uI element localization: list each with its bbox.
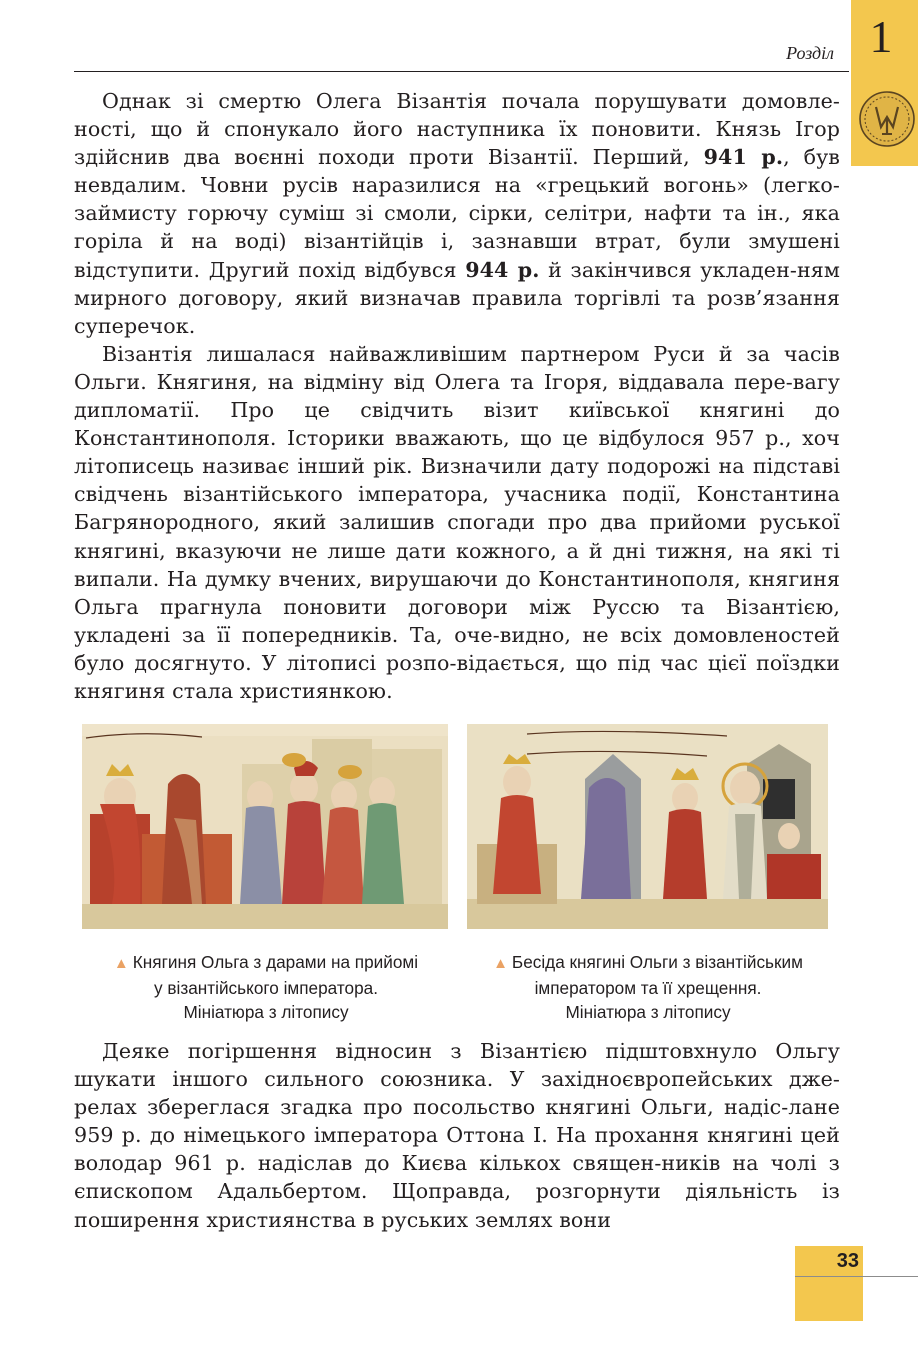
miniature-reception-image [82,724,448,929]
footer-rule [795,1276,918,1277]
header-rule [74,71,849,72]
caption-line: Мініатюра з літопису [565,1002,731,1022]
bold-date: 944 р. [465,257,540,282]
main-text-top [74,87,840,705]
triangle-marker-icon: ▲ [493,955,508,972]
text-run: й закінчився укладен-ням мирного договору, який визначав правила торгівлі та розв’язання суперечок. [74,257,840,338]
text-run: Деяке погіршення відносин з Візантією підштовхнуло Ольгу шукати іншого сильного союзника. У західноєвропейських дже-релах збереглася згадка про посольство княгині Ольги, надіс-лане 959 р. до німецького імператора Оттона І. На прохання княгині цей володар 961 р. надіслав до Києва кількох священ-ників на чолі з єпископом Адальбертом. Щоправда, розгорнути діяльність із поширення християнства в руських землях вони [74,1039,840,1232]
section-label: Розділ [786,43,834,63]
paragraph [74,1037,840,1234]
caption-line: у візантійського імператора. [154,978,378,998]
caption-line: Мініатюра з літопису [183,1002,349,1022]
chapter-number: 1 [869,11,893,62]
triangle-marker-icon: ▲ [113,955,129,972]
figure-caption-1 [80,950,452,1024]
miniature-baptism-image [467,724,828,929]
paragraph [74,340,840,705]
main-text-bottom [74,1037,840,1234]
bold-date: 941 р. [703,145,784,170]
paragraph [74,87,840,340]
caption-line: імператором та її хрещення. [534,978,762,998]
caption-line: Княгиня Ольга з дарами на прийомі [132,952,419,972]
text-run: Однак зі смертю Олега Візантія почала порушувати домовле-ності, що й спонукало його наступника їх поновити. Князь Ігор здійснив два воєнні походи проти Візантії. Перший, [74,89,840,170]
coin-emblem-icon [858,90,916,148]
caption-line: Бесіда княгині Ольги з візантійським [511,952,803,972]
page-number: 33 [836,1250,859,1272]
figure-caption-2 [462,950,834,1024]
text-run: Візантія лишалася найважливішим партнером Руси й за часів Ольги. Княгиня, на відміну від Олега та Ігоря, віддавала пере-вагу дипломатії. Про це свідчить візит київської княгині до Константинополя. Історики вважають, що це відбулося 957 р., хоч літописець називає інший рік. Визначили дату подорожі на підставі свідчень візантійського імператора, учасника події, Константина Багрянородного, який залишив спогади про два прийоми руської княгині, вказуючи не лише дати кожного, а й дні тижня, на які ті випали. На думку вчених, вирушаючи до Константинополя, княгиня Ольга прагнула поновити договори між Руссю та Візантією, укладені за її попередників. Та, оче-видно, не всіх домовленостей було досягнуто. У літописі розпо-відається, що під час цієї поїздки княгиня стала християнкою. [74,341,840,703]
text-run: , був невдалим. Човни русів наразилися на «грецький вогонь» (легко-займисту горючу суміш зі смоли, сірки, селітри, нафти та ін., яка горіла й на воді) візантійців і, зазнавши втрат, були змушені відступити. Другий похід відбувся [74,145,841,282]
